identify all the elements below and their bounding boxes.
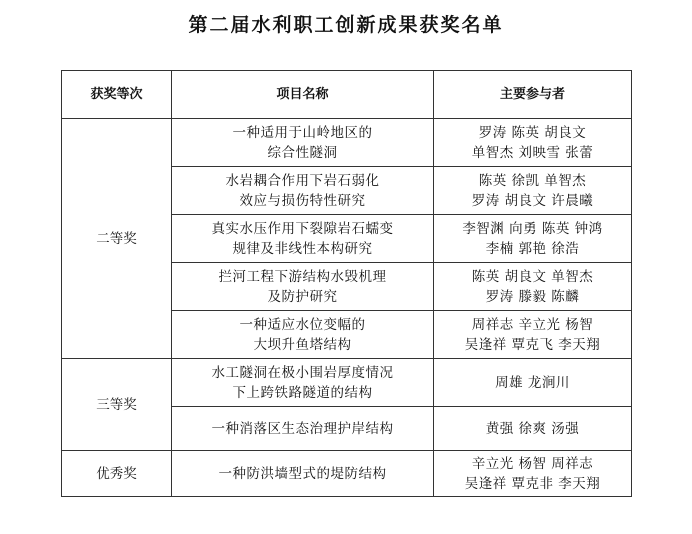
participants-cell	[434, 215, 632, 263]
participants-line: 罗涛 陈英 胡良文	[478, 124, 587, 141]
project-name-cell	[172, 119, 434, 167]
project-name-cell	[172, 451, 434, 497]
project-name-line: 水岩耦合作用下岩石弱化	[225, 172, 380, 189]
participants-line: 陈英 徐凯 单智杰	[478, 172, 587, 189]
participants-cell	[434, 359, 632, 407]
project-name-cell	[172, 167, 434, 215]
project-name-line: 综合性隧洞	[267, 144, 338, 161]
participants-line: 陈英 胡良文 单智杰	[471, 268, 594, 285]
participants-line: 罗涛 滕毅 陈麟	[485, 288, 580, 305]
project-name-cell	[172, 215, 434, 263]
award-level-cell: 二等奖	[62, 119, 172, 359]
awards-table	[61, 70, 632, 497]
table-row	[62, 359, 632, 407]
project-name-line: 下上跨铁路隧道的结构	[232, 384, 373, 401]
participants-line: 周雄 龙涧川	[495, 374, 570, 391]
project-name-cell	[172, 263, 434, 311]
award-level-cell: 优秀奖	[62, 451, 172, 497]
project-name-line: 一种消落区生态治理护岸结构	[211, 420, 394, 437]
project-name-line: 真实水压作用下裂隙岩石蠕变	[211, 220, 394, 237]
project-name-line: 及防护研究	[267, 288, 338, 305]
participants-line: 周祥志 辛立光 杨智	[471, 316, 594, 333]
participants-cell	[434, 311, 632, 359]
project-name-cell	[172, 407, 434, 451]
participants-line: 罗涛 胡良文 许晨曦	[471, 192, 594, 209]
table-body	[62, 119, 632, 497]
table-header-row	[62, 71, 632, 119]
participants-line: 李智渊 向勇 陈英 钟鸿	[462, 220, 603, 237]
project-name-line: 一种防洪墙型式的堤防结构	[218, 465, 387, 482]
project-name-line: 效应与损伤特性研究	[239, 192, 366, 209]
project-name-cell	[172, 359, 434, 407]
participants-cell	[434, 407, 632, 451]
participants-line: 单智杰 刘映雪 张蕾	[471, 144, 594, 161]
participants-line: 辛立光 杨智 周祥志	[471, 455, 594, 472]
participants-line: 李楠 郭艳 徐浩	[485, 240, 580, 257]
award-level-cell: 三等奖	[62, 359, 172, 451]
participants-cell	[434, 119, 632, 167]
project-name-line: 大坝升鱼塔结构	[253, 336, 352, 353]
participants-line: 吴逢祥 覃克非 李天翔	[464, 475, 601, 492]
table-row	[62, 451, 632, 497]
participants-cell	[434, 167, 632, 215]
participants-line: 吴逢祥 覃克飞 李天翔	[464, 336, 601, 353]
project-name-cell	[172, 311, 434, 359]
header-project-name: 项目名称	[172, 71, 434, 119]
project-name-line: 水工隧洞在极小围岩厚度情况	[211, 364, 394, 381]
header-participants: 主要参与者	[434, 71, 632, 119]
project-name-line: 一种适用于山岭地区的	[232, 124, 373, 141]
page-title: 第二届水利职工创新成果获奖名单	[188, 14, 504, 36]
project-name-line: 规律及非线性本构研究	[232, 240, 373, 257]
project-name-line: 一种适应水位变幅的	[239, 316, 366, 333]
participants-cell	[434, 451, 632, 497]
table-row	[62, 119, 632, 167]
header-award-level: 获奖等次	[62, 71, 172, 119]
participants-cell	[434, 263, 632, 311]
project-name-line: 拦河工程下游结构水毁机理	[218, 268, 387, 285]
participants-line: 黄强 徐爽 汤强	[485, 420, 580, 437]
